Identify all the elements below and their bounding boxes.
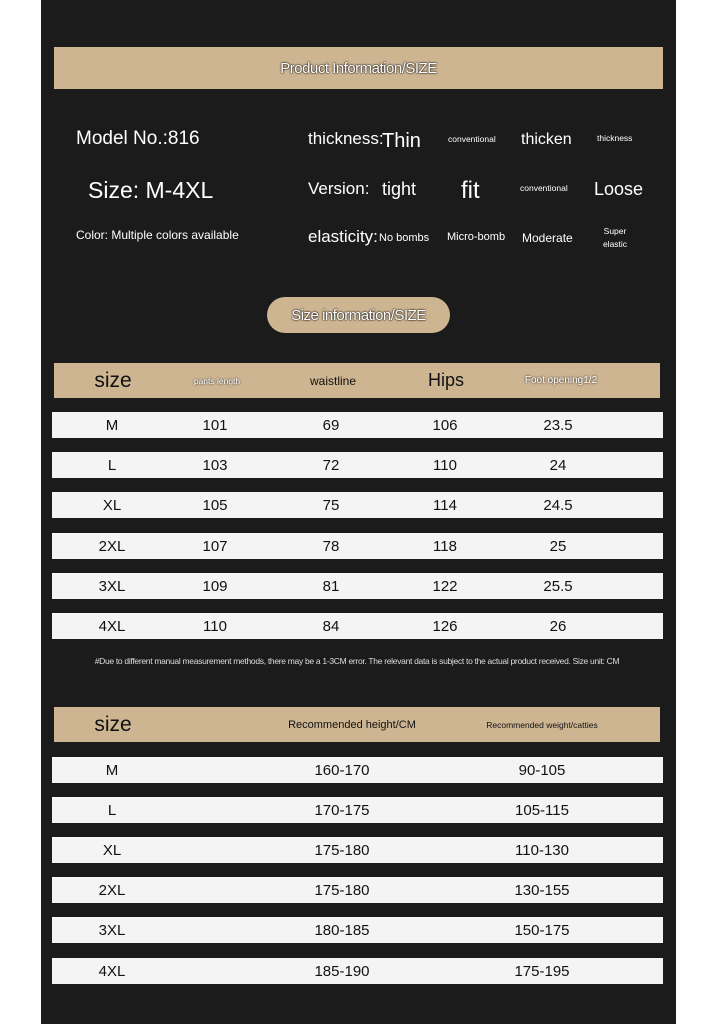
table-cell: 175-180 [314, 841, 370, 859]
table-cell: 2XL [98, 537, 126, 555]
table-cell: 24.5 [543, 496, 573, 514]
table-cell: M [105, 416, 119, 434]
table-row [52, 797, 663, 823]
table-row [52, 757, 663, 783]
table-cell: 175-180 [314, 881, 370, 899]
table-row [52, 533, 663, 559]
table-cell: 4XL [98, 962, 126, 980]
thickness-option: thicken [521, 131, 572, 148]
version-option: Loose [594, 179, 644, 199]
table-row [52, 452, 663, 478]
size-info-header [267, 297, 450, 333]
size-table-header [54, 363, 660, 398]
elasticity-option: Super elastic [602, 226, 628, 249]
table-cell: 3XL [98, 921, 126, 939]
table-cell: 160-170 [314, 761, 370, 779]
table-cell: 150-175 [514, 921, 570, 939]
table-cell: 4XL [98, 617, 126, 635]
column-header: Recommended weight/catties [486, 719, 598, 730]
table-cell: 69 [322, 416, 340, 434]
table-cell: 105-115 [515, 801, 569, 819]
measurement-note: #Due to different manual measurement methods, there may be a 1-3CM error. The relevant data is subject to the actual product received. Size unit: CM [94, 656, 620, 666]
table-cell: 25 [549, 537, 567, 555]
table-cell: 84 [322, 617, 340, 635]
table-cell: 101 [202, 416, 228, 434]
table-cell: 25.5 [543, 577, 573, 595]
table-cell: 107 [202, 537, 228, 555]
elasticity-option: No bombs [379, 232, 430, 244]
recommend-table-header [54, 707, 660, 742]
elasticity-option: Micro-bomb [447, 231, 506, 243]
thickness-label: thickness: [308, 129, 384, 148]
table-row [52, 958, 663, 984]
elasticity-label: elasticity: [308, 227, 378, 246]
version-option: fit [461, 177, 480, 204]
table-cell: 3XL [98, 577, 126, 595]
table-cell: 90-105 [518, 761, 566, 779]
model-number: Model No.:816 [76, 128, 200, 149]
table-cell: 130-155 [514, 881, 570, 899]
table-cell: 110-130 [515, 841, 569, 859]
table-row [52, 837, 663, 863]
table-cell: 109 [202, 577, 228, 595]
column-header: Hips [427, 370, 464, 390]
size-info-title: Size information/SIZE [291, 306, 426, 324]
table-row [52, 492, 663, 518]
table-cell: 170-175 [314, 801, 370, 819]
table-cell: 110 [203, 617, 227, 635]
table-cell: L [107, 801, 117, 819]
table-row [52, 573, 663, 599]
version-option: conventional [520, 183, 568, 193]
table-cell: 75 [322, 496, 340, 514]
table-cell: M [105, 761, 119, 779]
table-cell: 24 [549, 456, 567, 474]
table-row [52, 877, 663, 903]
table-cell: 106 [432, 416, 458, 434]
table-cell: 23.5 [543, 416, 573, 434]
table-cell: 114 [433, 496, 457, 514]
table-cell: 105 [202, 496, 228, 514]
product-info-header [54, 47, 663, 89]
version-label: Version: [308, 179, 370, 198]
version-option: tight [382, 179, 417, 199]
column-header: pants length [193, 375, 241, 386]
product-info-title: Product Information/SIZE [280, 59, 437, 77]
table-cell: 175-195 [514, 962, 570, 980]
table-cell: 126 [432, 617, 458, 635]
table-cell: XL [102, 841, 122, 859]
size-range: Size: M-4XL [88, 177, 214, 203]
column-header: waistline [309, 373, 357, 388]
column-header: size [94, 712, 132, 736]
thickness-option: Thin [382, 130, 421, 152]
table-cell: 110 [433, 456, 457, 474]
thickness-option: conventional [448, 134, 496, 144]
table-cell: XL [102, 496, 122, 514]
table-cell: 81 [322, 577, 340, 595]
table-cell: 118 [433, 537, 457, 555]
table-row [52, 917, 663, 943]
table-cell: L [107, 456, 117, 474]
table-cell: 2XL [98, 881, 126, 899]
column-header: size [94, 368, 132, 392]
table-cell: 180-185 [314, 921, 370, 939]
table-row [52, 412, 663, 438]
table-row [52, 613, 663, 639]
table-cell: 103 [202, 456, 228, 474]
elasticity-option: Moderate [522, 231, 573, 245]
column-header: Foot opening1/2 [524, 375, 598, 386]
table-cell: 122 [432, 577, 458, 595]
table-cell: 26 [549, 617, 567, 635]
thickness-option: thickness [597, 133, 633, 143]
table-cell: 72 [322, 456, 340, 474]
table-cell: 78 [322, 537, 340, 555]
color-info: Color: Multiple colors available [76, 228, 239, 242]
column-header: Recommended height/CM [288, 718, 416, 731]
table-cell: 185-190 [314, 962, 370, 980]
